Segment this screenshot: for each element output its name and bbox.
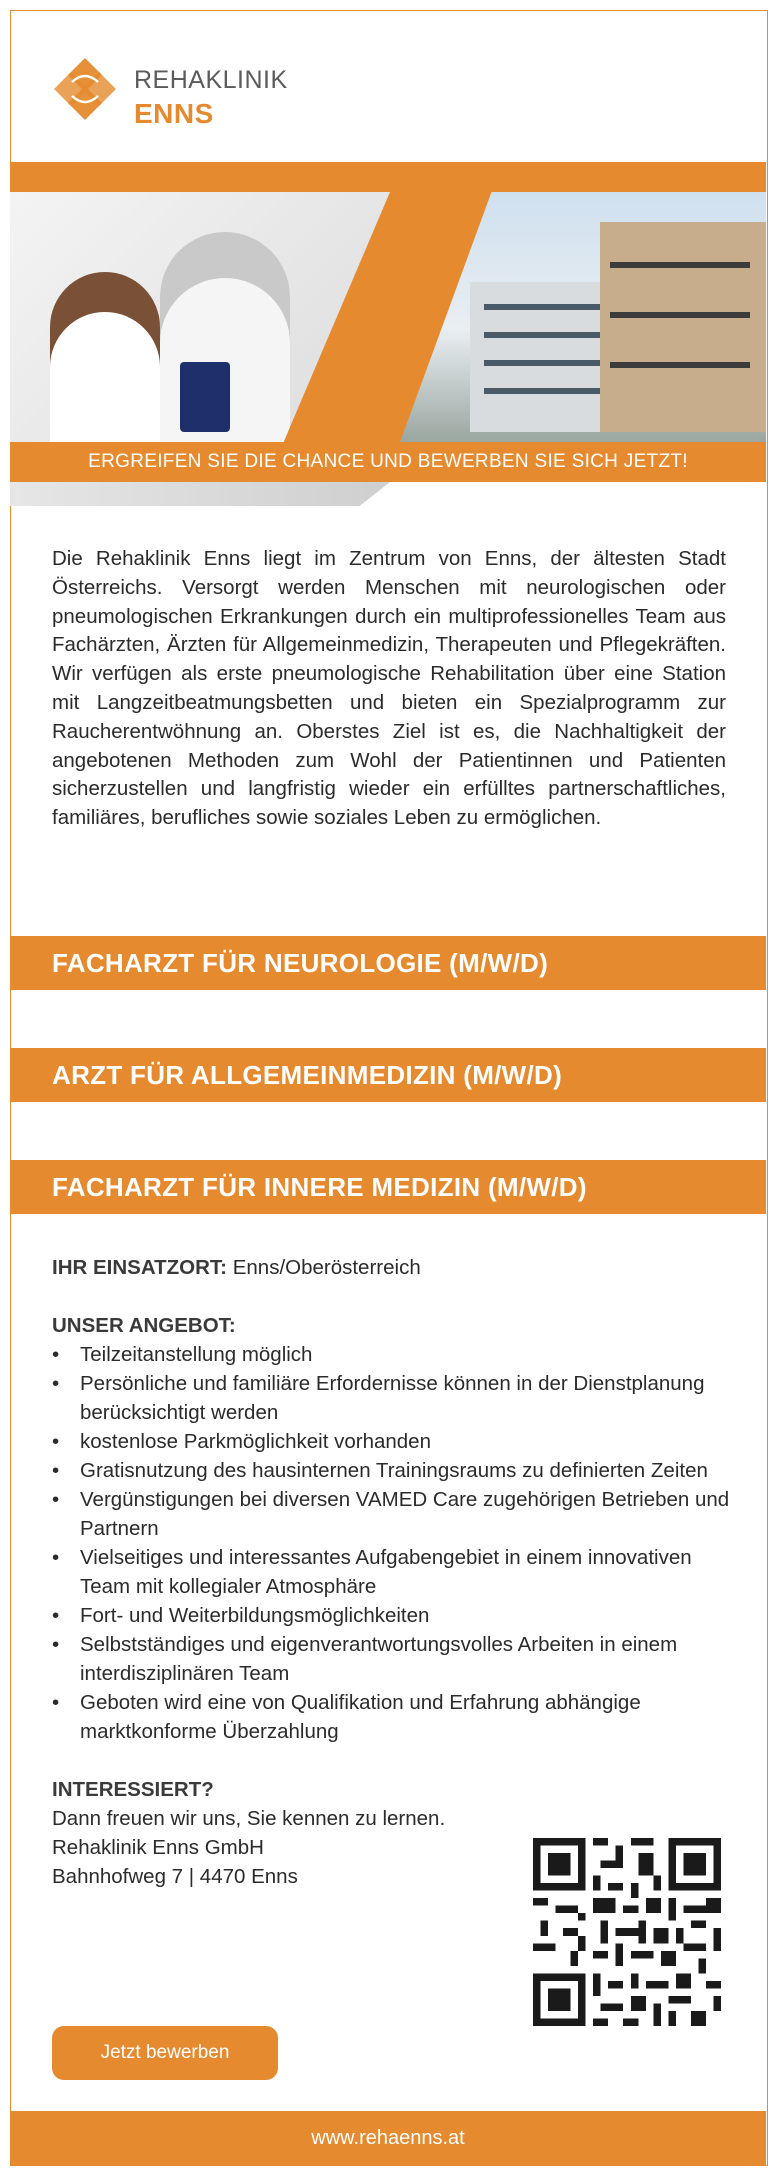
qr-code-icon[interactable] bbox=[533, 1838, 721, 2026]
doctors-photo bbox=[10, 192, 390, 442]
offer-list bbox=[52, 1340, 732, 1746]
offer-item: • Geboten wird eine von Qualifikation und Erfahrung abhängige marktkonforme Überzahlung bbox=[52, 1688, 732, 1746]
clipboard-icon bbox=[180, 362, 230, 432]
contact-address: Bahnhofweg 7 | 4470 Enns bbox=[52, 1865, 298, 1888]
banner-headline: ERGREIFEN SIE DIE CHANCE UND BEWERBEN SIE SICH JETZT! bbox=[88, 451, 688, 472]
apply-button[interactable]: Jetzt bewerben bbox=[52, 2026, 278, 2080]
male-doctor-figure bbox=[160, 232, 290, 472]
job-title-neurology: FACHARZT FÜR NEUROLOGIE (M/W/D) bbox=[10, 936, 766, 990]
contact-line-1: Dann freuen wir uns, Sie kennen zu lernen. bbox=[52, 1807, 446, 1830]
offer-heading: UNSER ANGEBOT: bbox=[52, 1314, 236, 1337]
rehaklinik-logo-icon bbox=[52, 56, 118, 122]
job-details bbox=[52, 1253, 732, 1891]
location-label: IHR EINSATZORT: bbox=[52, 1256, 228, 1279]
footer bbox=[10, 2111, 766, 2166]
hero-banner bbox=[10, 162, 766, 506]
job-title-general-medicine: ARZT FÜR ALLGEMEINMEDIZIN (M/W/D) bbox=[10, 1048, 766, 1102]
location-value: Enns/Oberösterreich bbox=[232, 1256, 421, 1279]
header bbox=[10, 10, 766, 162]
job-title-internal-medicine: FACHARZT FÜR INNERE MEDIZIN (M/W/D) bbox=[10, 1160, 766, 1214]
offer-item: • Vielseitiges und interessantes Aufgabengebiet in einem innovativen Team mit kollegialer Atmosphäre bbox=[52, 1543, 732, 1601]
offer-item: • Teilzeitanstellung möglich bbox=[52, 1340, 732, 1369]
offer-item: • Fort- und Weiterbildungsmöglichkeiten bbox=[52, 1601, 732, 1630]
offer-item: • Persönliche und familiäre Erfordernisse können in der Dienstplanung berücksichtigt werden bbox=[52, 1369, 732, 1427]
offer-item: • Vergünstigungen bei diversen VAMED Care zugehörigen Betrieben und Partnern bbox=[52, 1485, 732, 1543]
building-tower bbox=[600, 222, 766, 432]
intro-text: Die Rehaklinik Enns liegt im Zentrum von Enns, der ältesten Stadt Österreichs. Versorgt werden Menschen mit neurologischen oder pneumologischen Erkrankungen durch ein multiprofessionelles Team aus Fachärzten, Ärzten für Allgemeinmedizin, Therapeuten und Pflegekräften. Wir verfügen als erste pneumologische Rehabilitation über eine Station mit Langzeitbeatmungsbetten und bieten ein Spezialprogramm zur Raucherentwöhnung an. Oberstes Ziel ist es, die Nachhaltigkeit der angebotenen Methoden zum Wohl der Patientinnen und Patienten sicherzustellen und langfristig wieder ein erfülltes partnerschaftliches, familiäres, berufliches sowie soziales Leben zu ermöglichen. bbox=[52, 547, 726, 830]
logo-name-top: REHAKLINIK bbox=[134, 66, 288, 94]
banner-photo-edge bbox=[10, 482, 390, 506]
banner-headline-strip bbox=[10, 442, 766, 482]
offer-item: • Selbstständiges und eigenverantwortungsvolles Arbeiten in einem interdisziplinären Team bbox=[52, 1630, 732, 1688]
location-line bbox=[52, 1253, 732, 1282]
offer-item: • kostenlose Parkmöglichkeit vorhanden bbox=[52, 1427, 732, 1456]
contact-heading: INTERESSIERT? bbox=[52, 1778, 214, 1801]
logo-name-bottom: ENNS bbox=[134, 98, 214, 129]
website-link[interactable]: www.rehaenns.at bbox=[311, 2127, 465, 2149]
offer-item: • Gratisnutzung des hausinternen Trainingsraums zu definierten Zeiten bbox=[52, 1456, 732, 1485]
contact-company: Rehaklinik Enns GmbH bbox=[52, 1836, 264, 1859]
